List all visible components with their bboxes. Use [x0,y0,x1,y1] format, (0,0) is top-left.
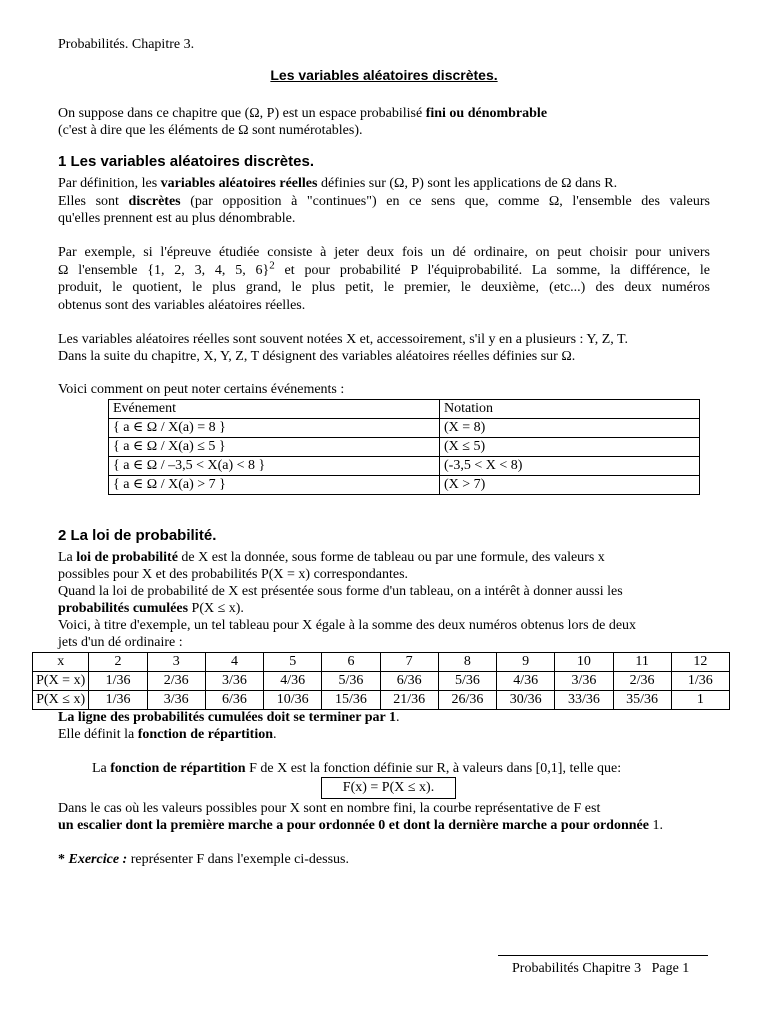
section-2-line-2: possibles pour X et des probabilités P(X = x) correspondantes. [58,567,409,582]
table-row [33,672,730,691]
probability-table [32,652,730,710]
section-1-paragraph-3-line-1: Les variables aléatoires réelles sont souvent notées X et, accessoirement, s'il y en a plusieurs : Y, Z, T. [58,332,629,347]
cumulative-cell: 26/36 [438,691,496,710]
footer-rule [498,955,708,956]
p-cell: 5/36 [322,672,380,691]
p-cell: 4/36 [264,672,322,691]
formula-box: F(x) = P(X ≤ x). [321,777,456,799]
p-cell: 1/36 [671,672,729,691]
cumulative-cell: 33/36 [555,691,613,710]
intro-line-2: (c'est à dire que les éléments de Ω sont numérotables). [58,123,363,138]
p-cell: 3/36 [555,672,613,691]
section-2-line-1: La loi de probabilité de X est la donnée, sous forme de tableau ou par une formule, des valeurs x [58,550,605,565]
p-cell: 4/36 [497,672,555,691]
table-row: { a ∈ Ω / X(a) ≤ 5 } (X ≤ 5) [109,438,700,457]
table-row: { a ∈ Ω / –3,5 < X(a) < 8 } (-3,5 < X < 8) [109,457,700,476]
cumulative-cell: 10/36 [264,691,322,710]
section-1-paragraph-1: Par définition, les variables aléatoires réelles définies sur (Ω, P) sont les applications de Ω dans R. Elles sont discrètes (par opposition à "continues") en ce sens que, comme Ω, l'ensemble des valeurs qu'elles prennent est au plus dénombrable. [58,176,710,226]
x-cell: 10 [555,653,613,672]
table-row: { a ∈ Ω / X(a) > 7 } (X > 7) [109,476,700,495]
distribution-function-note: Elle définit la fonction de répartition. [58,727,277,742]
events-table-header: Evénement Notation [109,400,700,419]
table-row: { a ∈ Ω / X(a) = 8 } (X = 8) [109,419,700,438]
p-cell: 6/36 [380,672,438,691]
cumulative-cell: 1 [671,691,729,710]
staircase-line-1: Dans le cas où les valeurs possibles pour X sont en nombre fini, la courbe représentative de F est [58,801,601,816]
cumulative-cell: 3/36 [147,691,205,710]
x-cell: 9 [497,653,555,672]
section-1-paragraph-3-line-2: Dans la suite du chapitre, X, Y, Z, T désignent des variables aléatoires réelles définies sur Ω. [58,349,576,364]
page-title: Les variables aléatoires discrètes. [270,67,498,83]
section-2-line-6: jets d'un dé ordinaire : [58,635,183,650]
p-cell: 1/36 [89,672,147,691]
section-1-paragraph-2: Par exemple, si l'épreuve étudiée consiste à jeter deux fois un dé ordinaire, on peut choisir pour univers Ω l'ensemble {1, 2, 3, 4, 5, 6}$^2$ et pour probabilité P l'équiprobabilité. La somme, la différence, le produit, le quotient, le plus grand, le plus petit, le premier, le deuxième, (etc...) des deux numéros obtenus sont des variables aléatoires réelles. [58,245,711,313]
intro-line-1: On suppose dans ce chapitre que (Ω, P) est un espace probabilisé fini ou dénombrable [58,106,548,121]
row-label-cell: P(X = x) [33,672,89,691]
p-cell: 2/36 [147,672,205,691]
cumulative-note: La ligne des probabilités cumulées doit se terminer par 1. [58,710,400,725]
p-cell: 2/36 [613,672,671,691]
definition-line: La fonction de répartition F de X est la fonction définie sur R, à valeurs dans [0,1], telle que: [92,761,622,776]
row-label-cell: x [33,653,89,672]
page-footer: Probabilités Chapitre 3 Page 1 [512,961,690,976]
x-cell: 3 [147,653,205,672]
cumulative-cell: 30/36 [497,691,555,710]
x-cell: 6 [322,653,380,672]
x-cell: 12 [671,653,729,672]
p-cell: 5/36 [438,672,496,691]
events-intro: Voici comment on peut noter certains événements : [58,382,345,397]
x-cell: 8 [438,653,496,672]
p-cell: 3/36 [205,672,263,691]
table-row [33,653,730,672]
section-1-heading: 1 Les variables aléatoires discrètes. [58,153,314,170]
x-cell: 2 [89,653,147,672]
x-cell: 4 [205,653,263,672]
staircase-line-2: un escalier dont la première marche a pour ordonnée 0 et dont la dernière marche a pour ordonnée 1. [58,818,663,833]
row-label-cell: P(X ≤ x) [33,691,89,710]
cumulative-cell: 35/36 [613,691,671,710]
x-cell: 11 [613,653,671,672]
cumulative-cell: 21/36 [380,691,438,710]
cumulative-cell: 15/36 [322,691,380,710]
running-header: Probabilités. Chapitre 3. [58,37,195,52]
section-2-line-3: Quand la loi de probabilité de X est présentée sous forme d'un tableau, on a intérêt à donner aussi les [58,584,623,599]
table-row [33,691,730,710]
events-table [108,399,700,495]
section-2-line-4: probabilités cumulées P(X ≤ x). [58,601,244,616]
cumulative-cell: 1/36 [89,691,147,710]
x-cell: 5 [264,653,322,672]
section-2-heading: 2 La loi de probabilité. [58,527,217,544]
exercise: * Exercice : représenter F dans l'exemple ci-dessus. [58,852,349,867]
section-2-line-5: Voici, à titre d'exemple, un tel tableau pour X égale à la somme des deux numéros obtenus lors de deux [58,618,637,633]
x-cell: 7 [380,653,438,672]
cumulative-cell: 6/36 [205,691,263,710]
